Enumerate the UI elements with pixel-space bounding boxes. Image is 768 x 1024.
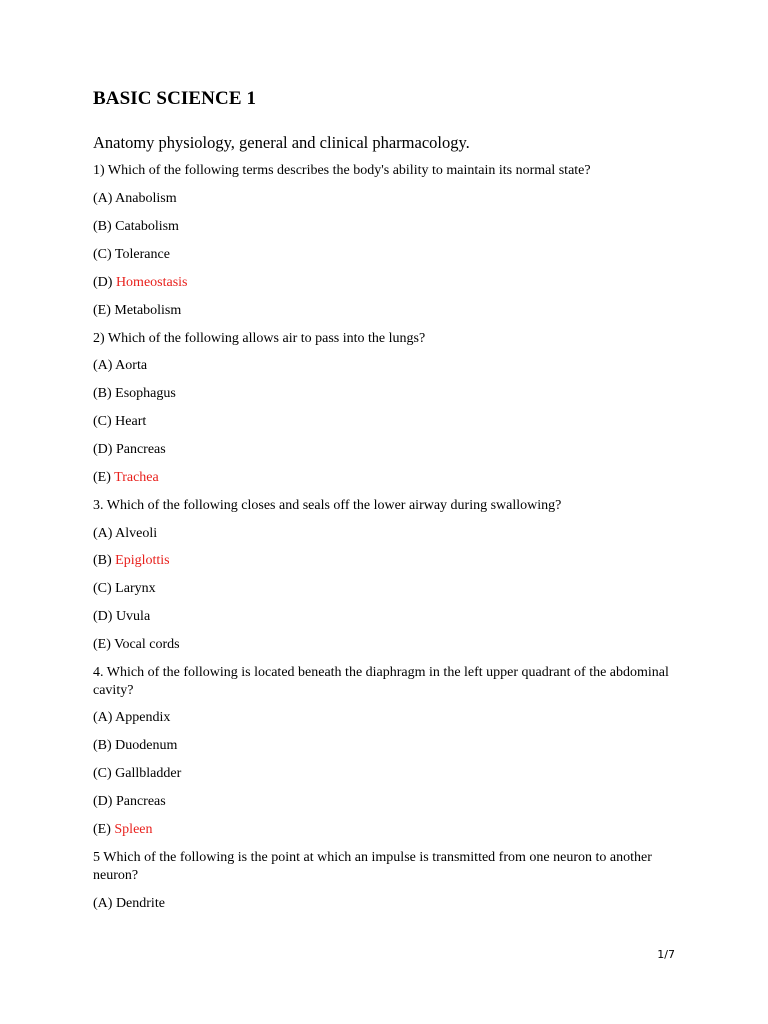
option-text: Catabolism [115, 219, 179, 234]
option-text: Pancreas [115, 794, 166, 809]
answer-option [93, 793, 673, 811]
answer-option [93, 552, 673, 570]
option-letter: (B) [93, 219, 112, 234]
answer-option [93, 608, 673, 626]
option-letter: (A) [93, 896, 113, 911]
option-letter: (E) [93, 822, 111, 837]
answer-option [93, 580, 673, 598]
option-text: Vocal cords [114, 637, 180, 652]
option-letter: (E) [93, 470, 111, 485]
option-text: Anabolism [115, 191, 177, 206]
answer-option [93, 469, 673, 487]
option-letter: (A) [93, 710, 113, 725]
option-text: Uvula [115, 609, 151, 624]
option-text-correct: Spleen [114, 822, 153, 837]
option-text-correct: Homeostasis [115, 275, 188, 290]
answer-option [93, 525, 673, 543]
option-letter: (A) [93, 526, 113, 541]
question-text: 5 Which of the following is the point at which an impulse is transmitted from one neuron to another neuron? [93, 850, 652, 883]
option-text: Appendix [115, 710, 171, 725]
option-letter: (C) [93, 766, 112, 781]
option-text: Heart [115, 414, 147, 429]
answer-option [93, 737, 673, 755]
option-letter: (D) [93, 442, 113, 457]
answer-option [93, 246, 673, 264]
option-letter: (C) [93, 414, 112, 429]
option-letter: (E) [93, 637, 111, 652]
page-number: 1/7 [657, 948, 675, 961]
option-letter: (B) [93, 553, 112, 568]
answer-option [93, 821, 673, 839]
option-letter: (D) [93, 609, 113, 624]
question-text: 3. Which of the following closes and seals off the lower airway during swallowing? [93, 498, 562, 513]
answer-option [93, 385, 673, 403]
answer-option [93, 636, 673, 654]
option-text: Larynx [115, 581, 156, 596]
option-text: Aorta [115, 358, 148, 373]
option-letter: (D) [93, 794, 113, 809]
answer-option [93, 218, 673, 236]
answer-option [93, 357, 673, 375]
option-text: Duodenum [115, 738, 178, 753]
answer-option [93, 709, 673, 727]
answer-option [93, 895, 673, 913]
option-text-correct: Trachea [114, 470, 159, 485]
answer-option [93, 765, 673, 783]
option-text: Esophagus [115, 386, 176, 401]
option-text: Pancreas [115, 442, 166, 457]
option-letter: (A) [93, 358, 113, 373]
option-letter: (E) [93, 303, 111, 318]
option-text: Alveoli [115, 526, 158, 541]
option-letter: (C) [93, 581, 112, 596]
option-letter: (D) [93, 275, 113, 290]
answer-option [93, 441, 673, 459]
option-text: Tolerance [114, 247, 170, 262]
page-title: BASIC SCIENCE 1 [93, 88, 257, 109]
option-letter: (B) [93, 386, 112, 401]
option-letter: (C) [93, 247, 112, 262]
answer-option [93, 413, 673, 431]
option-text: Metabolism [114, 303, 182, 318]
answer-option [93, 302, 673, 320]
question-text: 1) Which of the following terms describes the body's ability to maintain its normal state? [93, 163, 591, 178]
option-letter: (A) [93, 191, 113, 206]
answer-option [93, 190, 673, 208]
page-subtitle: Anatomy physiology, general and clinical pharmacology. [93, 133, 470, 152]
option-text-correct: Epiglottis [115, 553, 170, 568]
answer-option [93, 274, 673, 292]
question-text: 2) Which of the following allows air to pass into the lungs? [93, 331, 426, 346]
option-text: Gallbladder [115, 766, 182, 781]
option-text: Dendrite [115, 896, 165, 911]
question-text: 4. Which of the following is located beneath the diaphragm in the left upper quadrant of the abdominal cavity? [93, 665, 669, 698]
option-letter: (B) [93, 738, 112, 753]
